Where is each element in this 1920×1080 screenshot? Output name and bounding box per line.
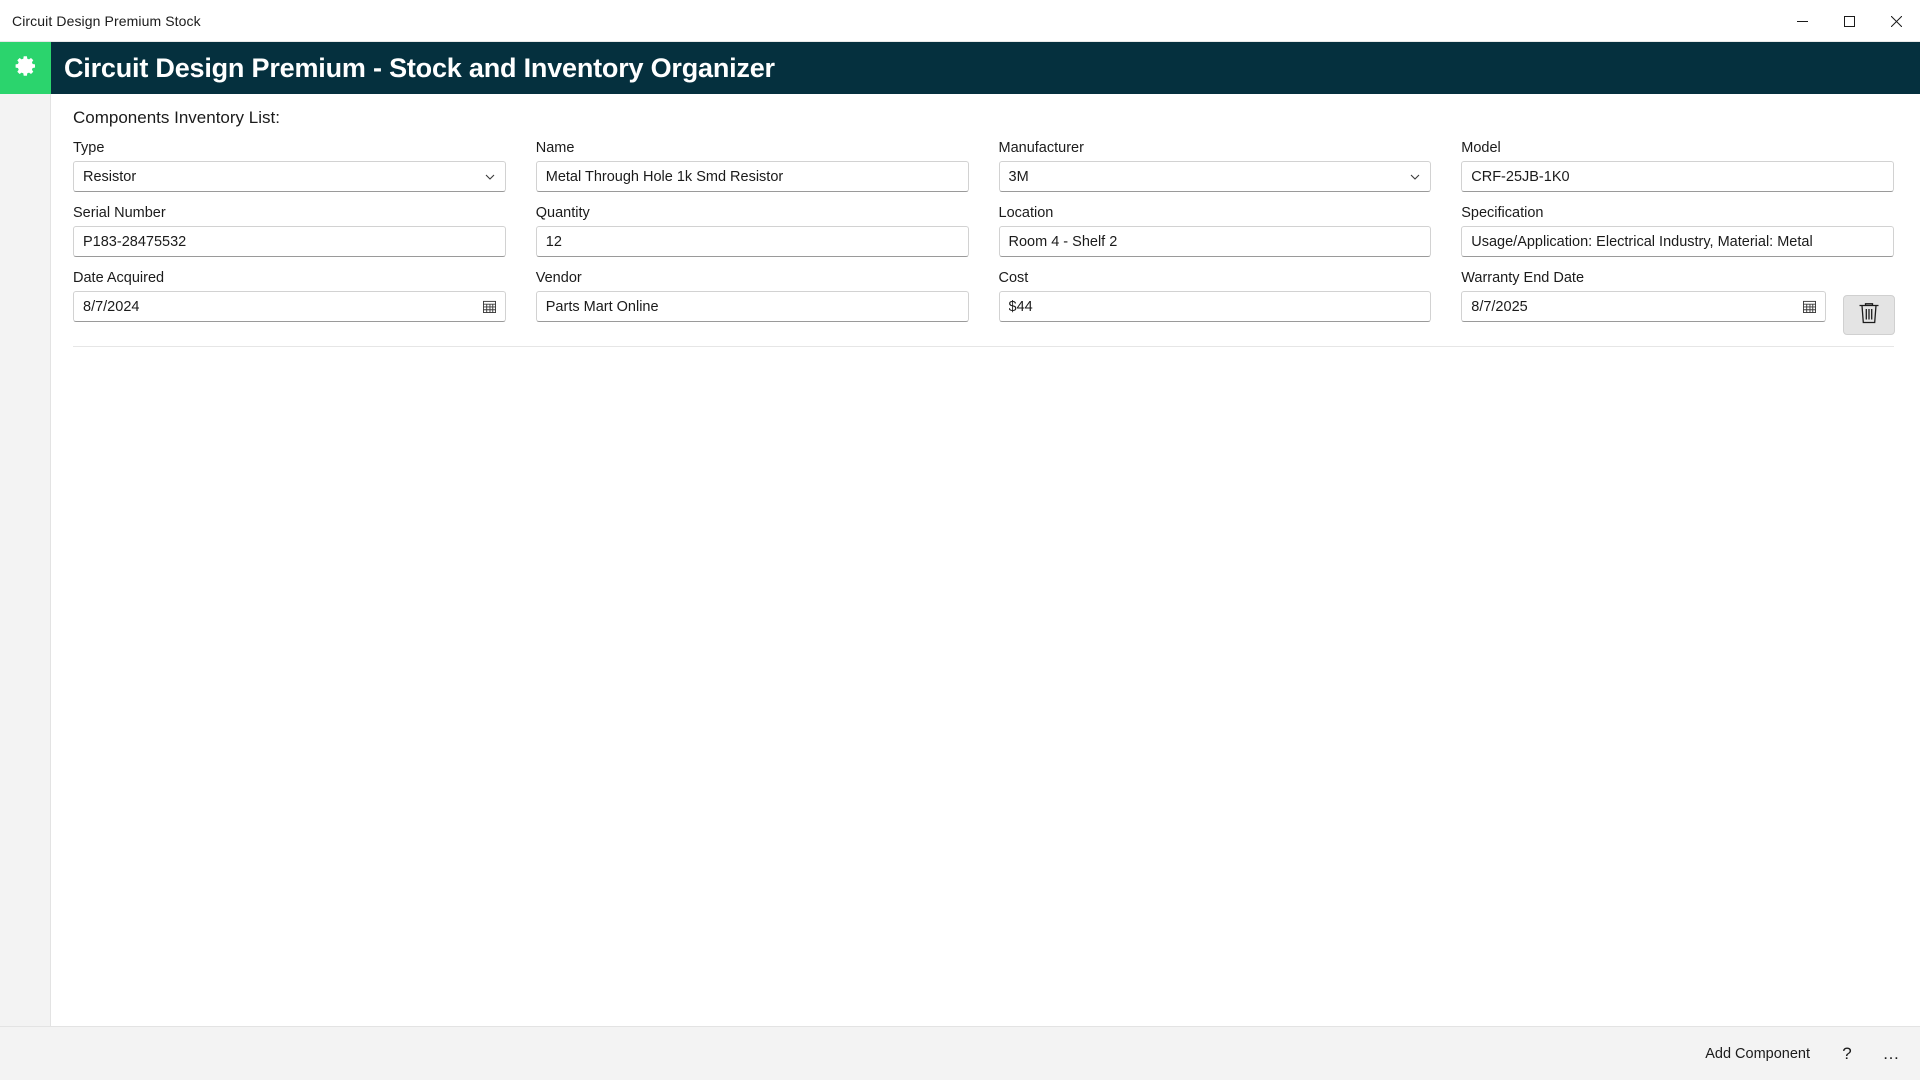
close-button[interactable]	[1873, 0, 1920, 42]
chevron-down-icon	[1409, 171, 1421, 183]
field-label-vendor: Vendor	[535, 270, 582, 286]
field-name	[536, 140, 969, 192]
field-specification	[1461, 205, 1894, 257]
cost-input[interactable]	[999, 291, 1432, 322]
window-controls	[1779, 0, 1920, 42]
more-options-button[interactable]: …	[1882, 1043, 1900, 1063]
add-component-button[interactable]: Add Component	[1705, 1045, 1810, 1062]
calendar-icon	[1803, 300, 1816, 313]
serial-number-input[interactable]	[73, 226, 506, 257]
field-location	[999, 205, 1432, 257]
vendor-value: Parts Mart Online	[545, 298, 659, 315]
warranty-end-date-value: 8/7/2025	[1471, 298, 1528, 315]
window-title-bar	[0, 0, 1920, 42]
name-input[interactable]	[536, 161, 969, 192]
component-form	[73, 140, 1894, 335]
app-header	[0, 42, 1920, 94]
field-quantity	[536, 205, 969, 257]
field-model	[1461, 140, 1894, 192]
field-label-quantity: Quantity	[535, 205, 590, 221]
location-input[interactable]	[999, 226, 1432, 257]
delete-component-button[interactable]	[1843, 295, 1895, 335]
field-label-specification: Specification	[1461, 205, 1544, 221]
field-warranty-end-date	[1461, 270, 1894, 322]
model-input[interactable]	[1461, 161, 1894, 192]
chevron-down-icon	[484, 171, 496, 183]
page-title: Components Inventory List:	[73, 108, 280, 127]
app-body	[0, 94, 1920, 1026]
left-rail	[0, 94, 51, 1026]
date-acquired-value: 8/7/2024	[83, 298, 140, 315]
trash-icon	[1858, 301, 1880, 330]
content-area	[51, 94, 1920, 1026]
field-label-serial-number: Serial Number	[73, 205, 166, 221]
date-acquired-datepicker[interactable]	[73, 291, 506, 322]
field-label-date-acquired: Date Acquired	[73, 270, 165, 286]
maximize-icon	[1844, 16, 1855, 27]
minimize-button[interactable]	[1779, 0, 1826, 42]
app-logo-button[interactable]	[0, 42, 51, 94]
app-title: Circuit Design Premium - Stock and Inventory Organizer	[64, 52, 775, 83]
row-actions	[1843, 295, 1895, 335]
field-label-location: Location	[998, 205, 1054, 221]
type-combobox[interactable]	[73, 161, 506, 192]
specification-input[interactable]	[1461, 226, 1894, 257]
quantity-value: 12	[545, 233, 562, 250]
minimize-icon	[1797, 16, 1808, 27]
warranty-end-date-datepicker[interactable]	[1461, 291, 1826, 322]
manufacturer-combobox[interactable]	[999, 161, 1432, 192]
field-label-manufacturer: Manufacturer	[998, 140, 1084, 156]
model-value: CRF-25JB-1K0	[1471, 168, 1570, 185]
maximize-button[interactable]	[1826, 0, 1873, 42]
vendor-input[interactable]	[536, 291, 969, 322]
field-type	[73, 140, 506, 192]
manufacturer-value: 3M	[1008, 168, 1029, 185]
field-manufacturer	[999, 140, 1432, 192]
help-button[interactable]: ?	[1842, 1043, 1852, 1063]
serial-number-value: P183-28475532	[83, 233, 187, 250]
close-icon	[1891, 16, 1902, 27]
field-label-warranty-end-date: Warranty End Date	[1461, 270, 1585, 286]
quantity-input[interactable]	[536, 226, 969, 257]
gear-icon	[14, 54, 38, 83]
field-serial-number	[73, 205, 506, 257]
row-separator	[73, 346, 1894, 347]
field-date-acquired	[73, 270, 506, 322]
field-label-type: Type	[73, 140, 105, 156]
location-value: Room 4 - Shelf 2	[1008, 233, 1118, 250]
window-title: Circuit Design Premium Stock	[12, 12, 201, 29]
calendar-icon	[483, 300, 496, 313]
field-cost	[999, 270, 1432, 322]
field-label-model: Model	[1461, 140, 1501, 156]
specification-value: Usage/Application: Electrical Industry, Material: Metal	[1471, 233, 1813, 250]
type-value: Resistor	[83, 168, 137, 185]
field-vendor	[536, 270, 969, 322]
name-value: Metal Through Hole 1k Smd Resistor	[545, 168, 784, 185]
field-label-cost: Cost	[998, 270, 1029, 286]
footer-bar	[0, 1026, 1920, 1080]
cost-value: $44	[1008, 298, 1033, 315]
field-label-name: Name	[535, 140, 575, 156]
